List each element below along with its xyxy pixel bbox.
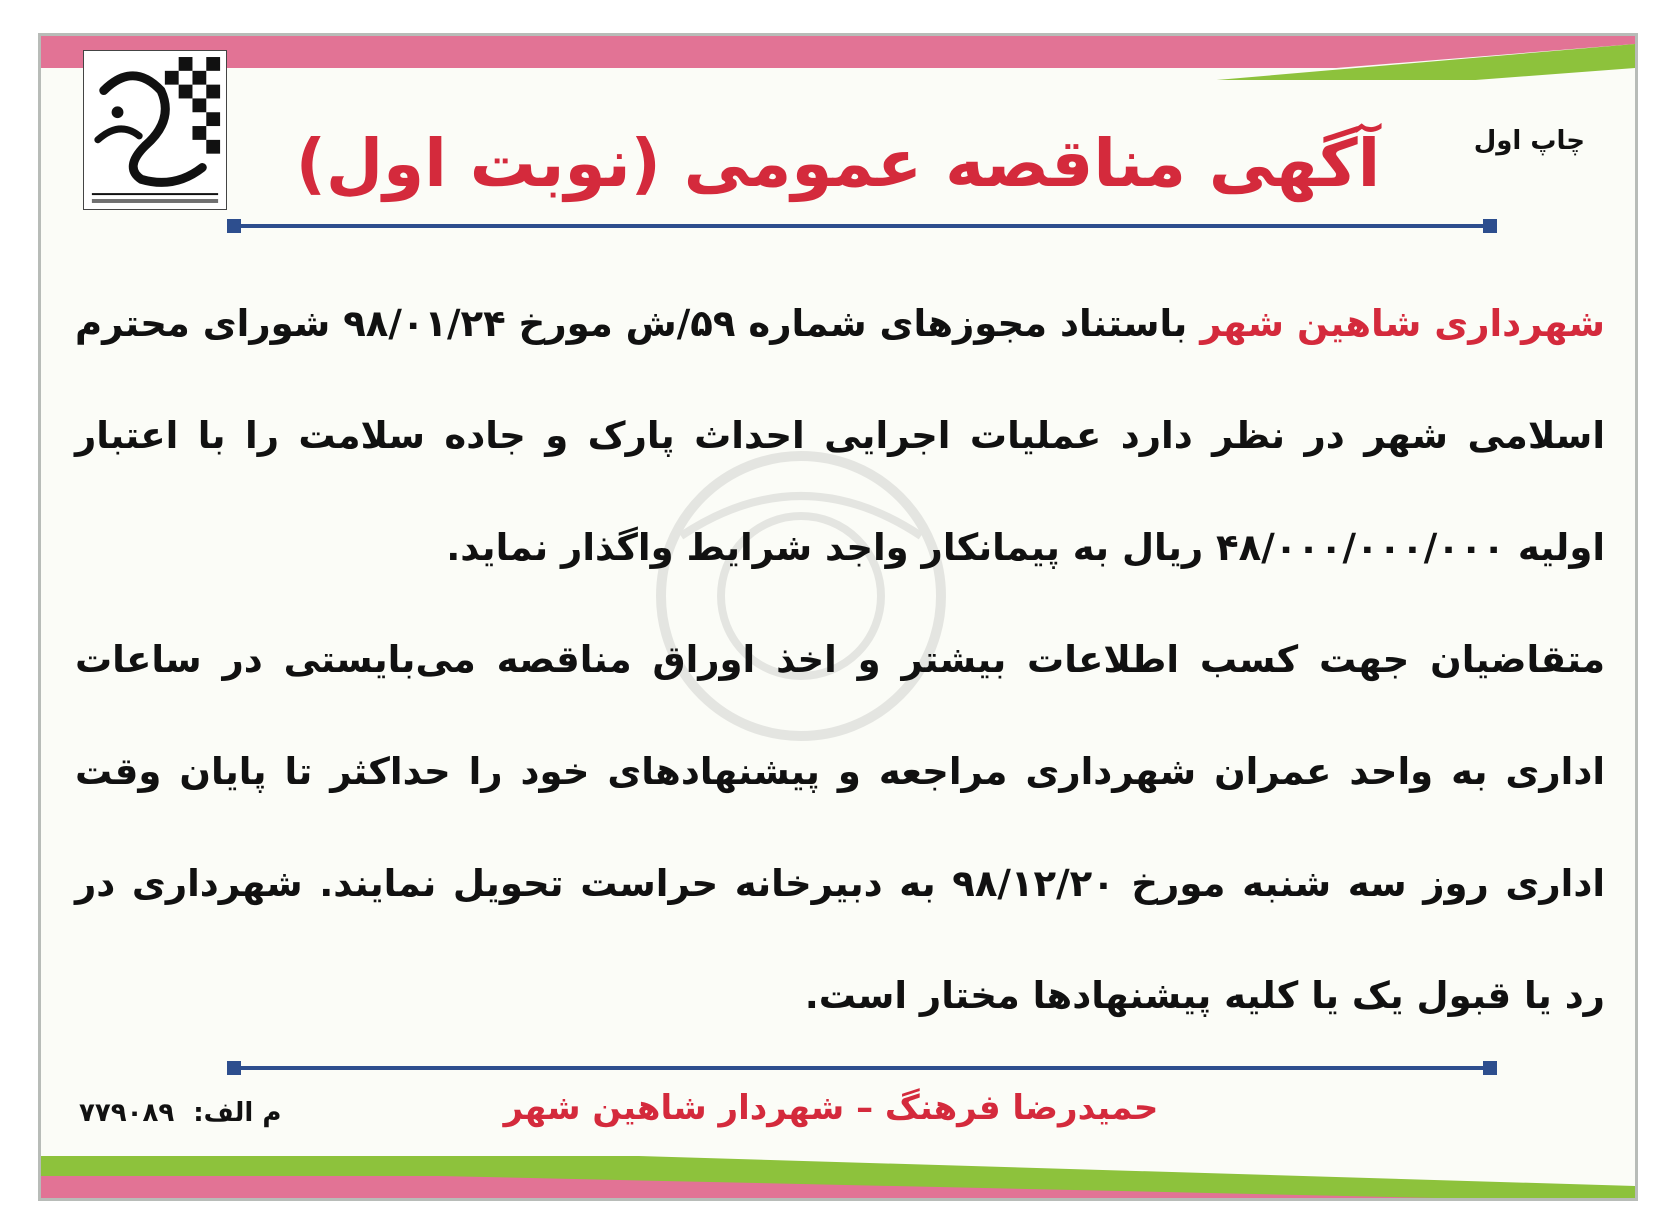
signature-line: حمیدرضا فرهنگ – شهردار شاهین شهر [503, 1088, 1159, 1128]
notice-headline: آگهی مناقصه عمومی (نوبت اول) [295, 125, 1381, 202]
bottom-divider [231, 1066, 1493, 1070]
reference-number: ۷۷۹۰۸۹ [79, 1098, 175, 1128]
reference-code [79, 1098, 281, 1128]
body-paragraph-1 [75, 268, 1605, 604]
bottom-decorative-band [41, 1142, 1635, 1198]
municipality-logo [83, 50, 227, 210]
notice-frame [38, 33, 1638, 1201]
top-band-graphic [41, 36, 1635, 92]
logo-graphic [84, 51, 226, 209]
top-divider [231, 224, 1493, 228]
bottom-band-graphic [41, 1142, 1635, 1198]
notice-body [75, 268, 1605, 1052]
top-decorative-band [41, 36, 1635, 92]
reference-label: م الف: [193, 1098, 282, 1128]
paragraph-1-text: باستناد مجوزهای شماره ۵۹/ش مورخ ۹۸/۰۱/۲۴ شورای محترم اسلامی شهر در نظر دارد عملیات اجرایی احداث پارک و جاده سلامت را با اعتبار اولیه ۴۸/۰۰۰/۰۰۰/۰۰۰ ریال به پیمانکار واجد شرایط واگذار نماید. [75, 302, 1605, 569]
body-paragraph-2: متقاضیان جهت کسب اطلاعات بیشتر و اخذ اوراق مناقصه می‌بایستی در ساعات اداری به واحد عمران شهرداری مراجعه و پیشنهادهای خود را حداکثر تا پایان وقت اداری روز سه شنبه مورخ ۹۸/۱۲/۲۰ به دبیرخانه حراست تحویل نمایند. شهرداری در رد یا قبول یک یا کلیه پیشنهادها مختار است. [75, 638, 1605, 1017]
edition-label: چاپ اول [1473, 126, 1585, 156]
municipality-name: شهرداری شاهین شهر [1200, 302, 1605, 345]
